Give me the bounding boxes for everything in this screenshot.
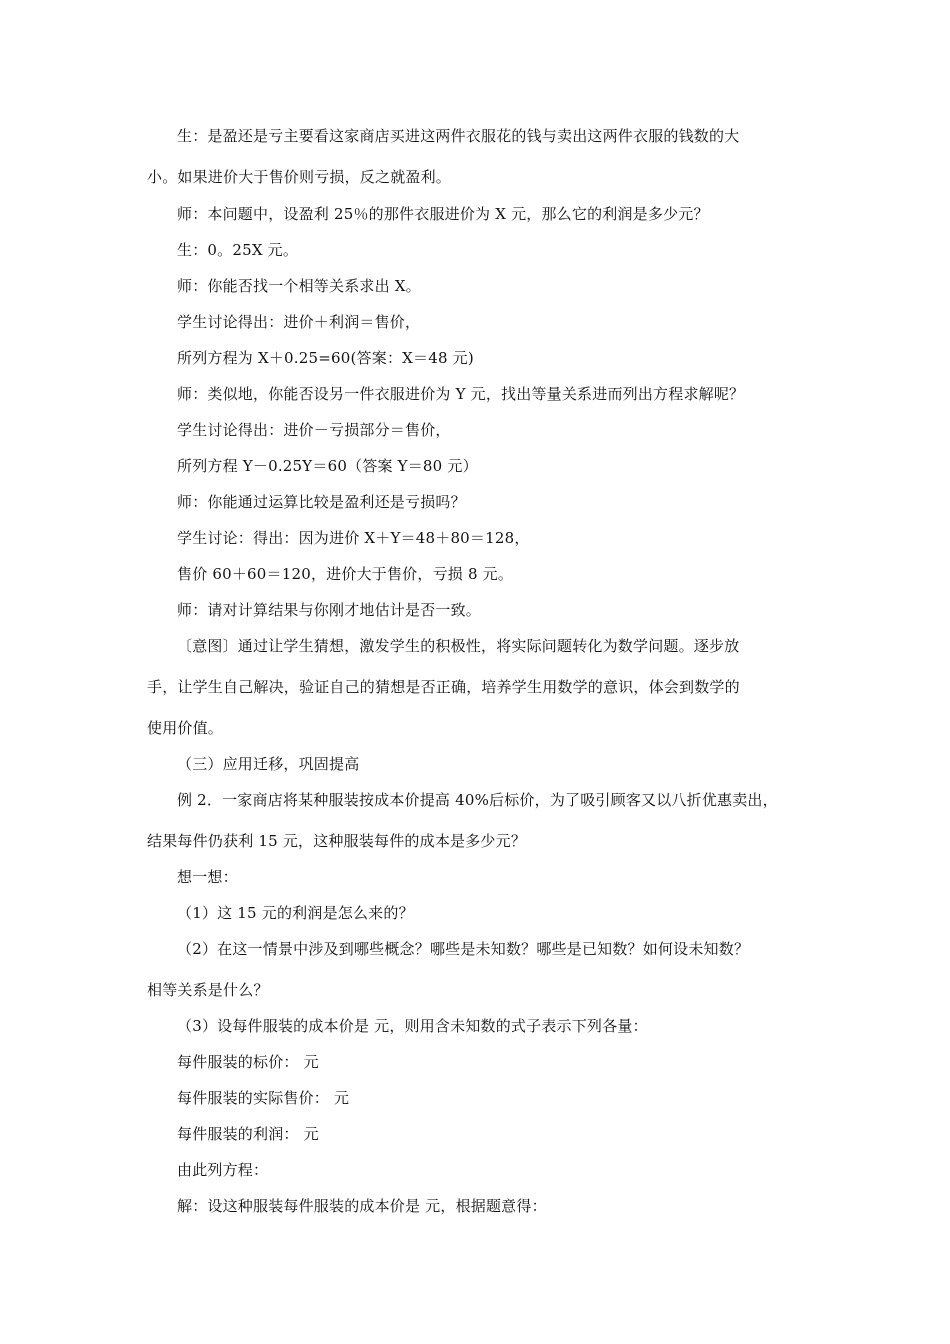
paragraph-line: 学生讨论：得出：因为进价 X＋Y＝48＋80＝128，: [177, 529, 530, 547]
paragraph-line: 由此列方程：: [177, 1161, 269, 1179]
paragraph-line: 每件服装的利润： 元: [177, 1125, 319, 1143]
paragraph-line: 例 2．一家商店将某种服装按成本价提高 40%后标价，为了吸引顾客又以八折优惠卖出，: [177, 791, 778, 809]
paragraph-line: 师：请对计算结果与你刚才地估计是否一致。: [177, 601, 482, 619]
paragraph-line: 每件服装的标价： 元: [177, 1053, 319, 1071]
paragraph-line: 小。如果进价大于售价则亏损，反之就盈利。: [147, 168, 452, 186]
paragraph-line: 生：是盈还是亏主要看这家商店买进这两件衣服花的钱与卖出这两件衣服的钱数的大: [177, 127, 740, 145]
paragraph-line: 师：类似地，你能否设另一件衣服进价为 Y 元，找出等量关系进而列出方程求解呢？: [177, 385, 745, 403]
paragraph-line: 师：你能否找一个相等关系求出 X。: [177, 277, 421, 295]
paragraph-line: 师：你能通过运算比较是盈利还是亏损吗？: [177, 493, 466, 511]
paragraph-line: 所列方程为 X＋0.25=60(答案：X＝48 元): [177, 349, 474, 367]
paragraph-line: 〔意图〕通过让学生猜想，激发学生的积极性，将实际问题转化为数学问题。逐步放: [177, 637, 740, 655]
paragraph-line: 想一想：: [177, 868, 238, 886]
paragraph-line: 学生讨论得出：进价－亏损部分＝售价，: [177, 421, 451, 439]
paragraph-line: 师：本问题中，设盈利 25％的那件衣服进价为 X 元，那么它的利润是多少元？: [177, 205, 709, 223]
section-heading: （三）应用迁移，巩固提高: [177, 755, 360, 773]
paragraph-line: 使用价值。: [147, 719, 224, 737]
paragraph-line: 学生讨论得出：进价＋利润＝售价，: [177, 313, 421, 331]
paragraph-line: 手，让学生自己解决，验证自己的猜想是否正确，培养学生用数学的意识，体会到数学的: [147, 678, 740, 696]
paragraph-line: 售价 60＋60＝120，进价大于售价，亏损 8 元。: [177, 565, 514, 583]
paragraph-line: （1）这 15 元的利润是怎么来的？: [177, 904, 414, 922]
paragraph-line: 每件服装的实际售价： 元: [177, 1089, 350, 1107]
paragraph-line: 生：0。25X 元。: [177, 241, 299, 259]
paragraph-line: （3）设每件服装的成本价是 元，则用含未知数的式子表示下列各量：: [177, 1017, 648, 1035]
paragraph-line: 结果每件仍获利 15 元，这种服装每件的成本是多少元？: [147, 832, 527, 850]
paragraph-line: （2）在这一情景中涉及到哪些概念？哪些是未知数？哪些是已知数？如何设未知数？: [177, 940, 750, 958]
paragraph-line: 所列方程 Y－0.25Y＝60（答案 Y＝80 元）: [177, 457, 478, 475]
paragraph-line: 解：设这种服装每件服装的成本价是 元，根据题意得：: [177, 1197, 547, 1215]
paragraph-line: 相等关系是什么？: [147, 981, 269, 999]
